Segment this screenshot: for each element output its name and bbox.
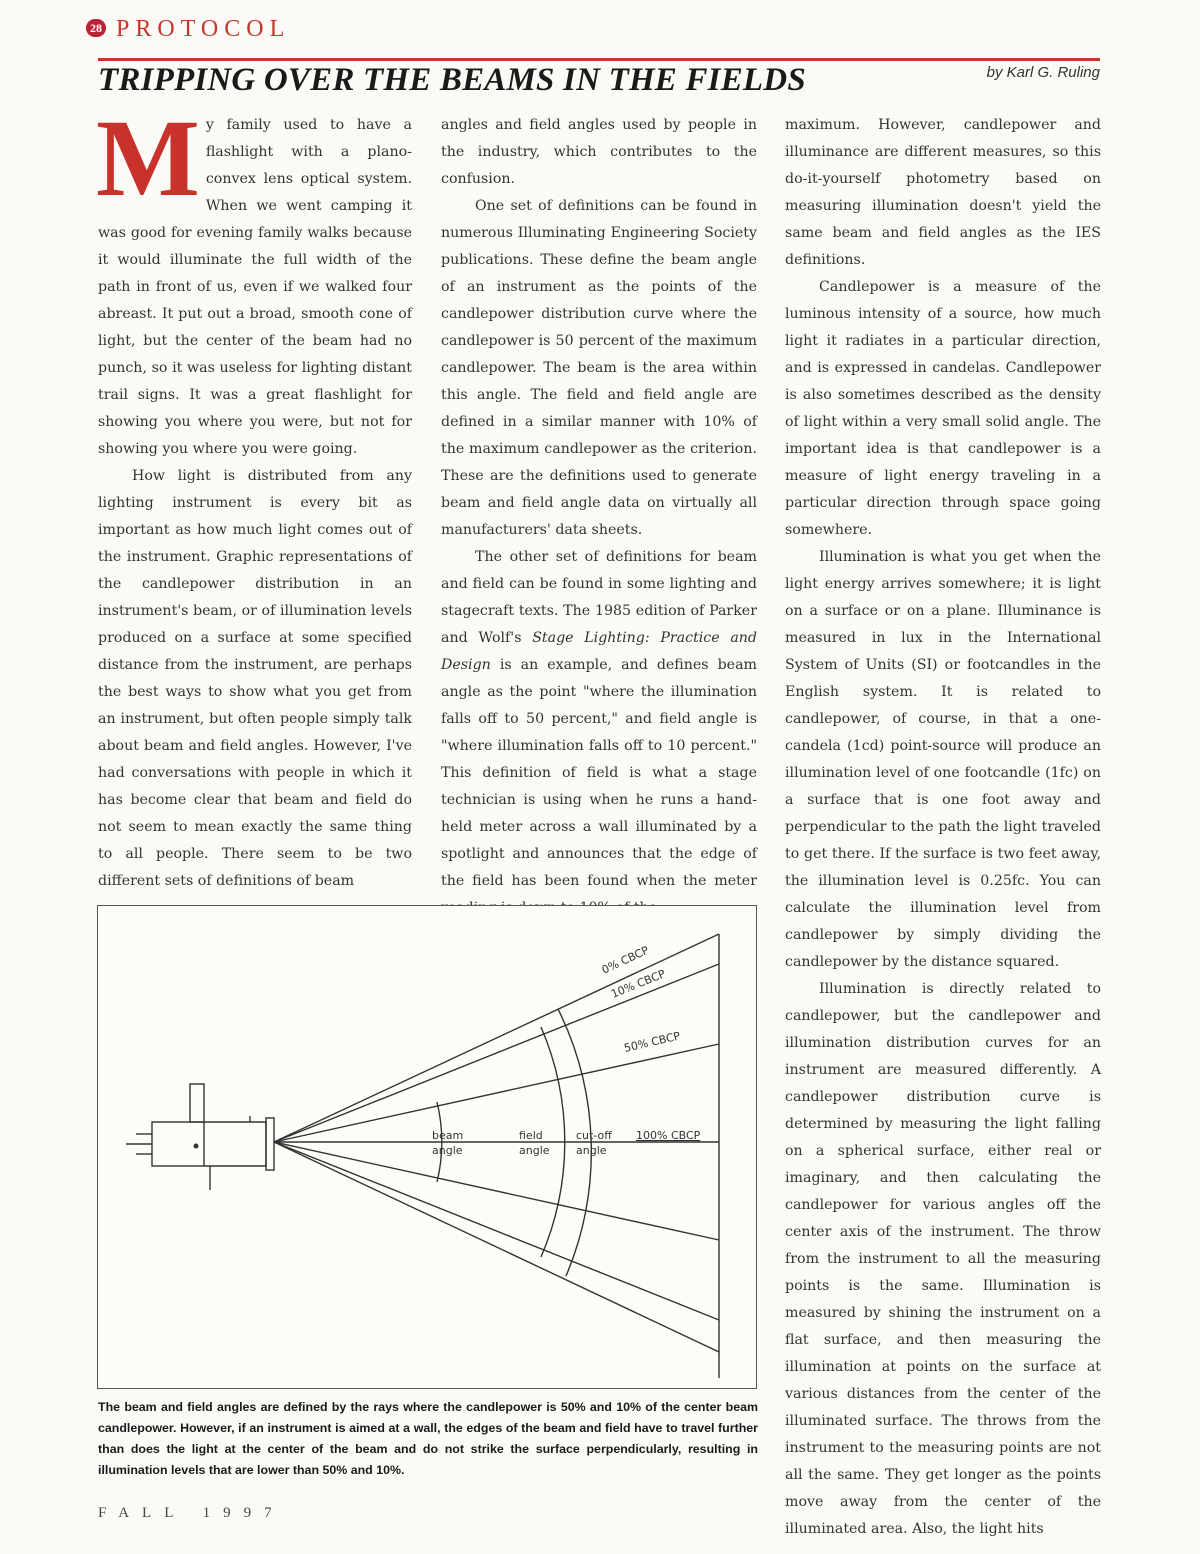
beam-diagram [98, 906, 758, 1390]
label-0-cbcp: 0% CBCP [599, 943, 651, 977]
running-header [86, 16, 290, 43]
label-50-cbcp: 50% CBCP [622, 1029, 682, 1055]
label-cutoff: cut-off [576, 1129, 612, 1142]
column-3 [785, 112, 1101, 1537]
beam-angle-figure [97, 905, 757, 1389]
rays [274, 934, 719, 1352]
paragraph: angles and field angles used by people in the industry, which contributes to the confusion. [441, 117, 757, 187]
paragraph: How light is distributed from any lighting instrument is every bit as important as how much light comes out of the instrument. Graphic representations of the candlepower distribution in an instrument's beam, or of illumination levels produced on a surface at some specified distance from the instrument, are perhaps the best ways to show what you get from an instrument, but often people simply talk about beam and field angles. However, I've had conversations with people in which it has become clear that beam and field do not seem to mean exactly the same thing to all people. There seem to be two different sets of definitions of beam [98, 468, 412, 889]
paragraph: The other set of definitions for beam and field can be found in some lighting and stagecraft texts. The 1985 edition of Parker and Wolf's Stage Lighting: Practice and Design is an example, and defines beam angle as the point "where the illumination falls off to 50 percent," and field angle is "where illumination falls off to 10 percent." This definition of field is what a stage technician is using when he runs a hand-held meter across a wall illuminated by a spotlight and announces that the edge of the field has been found when the meter [441, 549, 758, 889]
paragraph: maximum. However, candlepower and illuminance are different measures, so this do-it-yourself photometry based on measuring illumination doesn't yield the same beam and field angles as the IES definitions. [785, 117, 1101, 268]
article-title: TRIPPING OVER THE BEAMS IN THE FIELDS [98, 62, 806, 98]
page-number: 28 [86, 19, 106, 37]
label-beam: beam [432, 1129, 464, 1142]
paragraph: Illumination is directly related to candlepower, but the candlepower and illumination distribution curves for an instrument are measured differently. A candlepower distribution curve is determined by measuring the light falling on a spherical surface, either real or imaginary, and then calculating the candlepower for various angles off the center axis of the instrument. The throw from the instrument to all the measuring points is the same. Illumination is measured by shining the instrument on a flat surface, and then measuring the illumination at points on the surface at various distances from the center of the illuminated surface. The throws from the instrument to the measuring points are not all the same. They get longer as the points move away from the center of the illuminated area. Also, the light hits [785, 981, 1101, 1537]
section-label: PROTOCOL [116, 16, 291, 42]
header-rule [98, 58, 1100, 61]
label-field: field [519, 1129, 543, 1142]
drop-cap: M [96, 97, 200, 219]
book-title: Stage Lighting: Practice and Design [441, 630, 758, 673]
column-2 [441, 112, 757, 922]
label-field-angle: angle [519, 1144, 550, 1157]
paragraph: Illumination is what you get when the light energy arrives somewhere; it is light on a surface or on a plane. Illuminance is measured in lux in the International System of Units (SI) or footcandles in the English system. It is related to candlepower, of course, in that a one-candela (1cd) point-source will produce an illumination level of one footcandle (1fc) on a surface that is one foot away and perpendicular to the path the light traveled to get there. If the surface is two feet away, the illumination level is 0.25fc. You can calculate the illumination level from candlepower by simply dividing the candlepower by the distance squared. [785, 549, 1101, 970]
paragraph: My family used to have a flashlight with a plano-convex lens optical system. When we went camping it was good for evening family walks because it would illuminate the full width of the path in front of us, even if we walked four abreast. It put out a broad, smooth cone of light, but the center of the beam had no punch, so it was useless for lighting distant trail signs. It was a great flashlight for showing you where you were, but not for showing you where you were going. [96, 97, 412, 457]
label-beam-angle: angle [432, 1144, 463, 1157]
paragraph: One set of definitions can be found in numerous Illuminating Engineering Society publications. These define the beam angle of an instrument as the points of the candlepower distribution curve where the candlepower is 50 percent of the maximum candlepower. The beam is the area within this angle. The field and field angle are defined in a similar manner with 10% of the maximum candlepower as the criterion. These are the definitions used to generate beam and field angle data on virtually all manufacturers' data sheets. [441, 198, 757, 538]
label-10-cbcp: 10% CBCP [609, 967, 668, 1001]
column-1 [96, 97, 412, 895]
instrument-icon [126, 1084, 274, 1190]
figure-caption: The beam and field angles are defined by the rays where the candlepower is 50% and 10% of the center beam candlepower. However, if an instrument is aimed at a wall, the edges of the beam and field have to travel further than does the light at the center of the beam and do not strike the surface perpendicularly, resulting in illumination levels that are lower than 50% and 10%. [98, 1400, 758, 1477]
issue-footer: FALL 1997 [98, 1505, 285, 1521]
byline: by Karl G. Ruling [986, 64, 1100, 81]
label-100-cbcp: 100% CBCP [636, 1129, 701, 1142]
label-cutoff-angle: angle [576, 1144, 607, 1157]
paragraph: Candlepower is a measure of the luminous intensity of a source, how much light it radiates in a particular direction, and is expressed in candelas. Candlepower is also sometimes described as the density of light within a very small solid angle. The important idea is that candlepower is a measure of light energy traveling in a particular direction through space going somewhere. [785, 279, 1101, 538]
